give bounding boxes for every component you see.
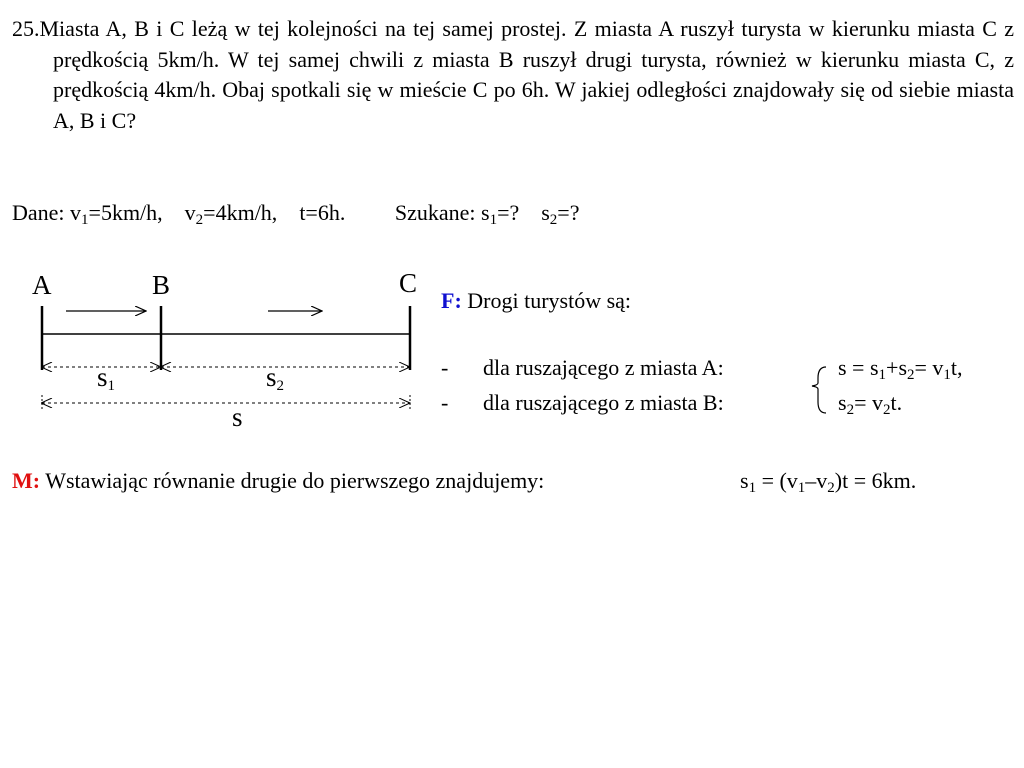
equation-brace (812, 367, 826, 413)
sought-s2: $s_2=$? (541, 200, 580, 228)
item-dash-b: - (441, 390, 449, 415)
problem-text: Miasta A, B i C leżą w tej kolejności na tej samej prostej. Z miasta A ruszył turysta w kierunku miasta C z prędkością 5km/h. W tej samej chwili z miasta B ruszył drugi turysta, również w kierunku miasta C, z prędkością 4km/h. Obaj spotkali się w mieście C po 6h. W jakiej odległości znajdowały się od siebie miasta A, B i C? (39, 16, 1014, 133)
math-text: Wstawiając równanie drugie do pierwszego znajdujemy: (40, 468, 545, 493)
sought-s1: $s_1=$? (481, 200, 520, 228)
segment-label-s: s (232, 402, 243, 432)
math-label: M: (12, 468, 41, 493)
given-v1: $v_1=5km/h$, (70, 200, 163, 228)
item-text-b: dla ruszającego z miasta B: (483, 390, 724, 415)
given-t: t=6h. (299, 200, 346, 225)
equation-a: $s = s_1+s_2= v_1t$, (838, 355, 963, 383)
dane-label: Dane: (12, 200, 71, 225)
item-dash-a: - (441, 355, 449, 380)
physics-heading (441, 288, 631, 314)
szukane-label: Szukane: (394, 200, 481, 225)
physics-intro: Drogi turystów są: (461, 288, 632, 313)
item-text-a: dla ruszającego z miasta A: (483, 355, 724, 380)
given-v2: $v_2=4km/h$, (184, 200, 278, 228)
segment-label-s2: $s_2$ (266, 362, 285, 394)
city-label-a: A (32, 270, 52, 300)
city-label-b: B (152, 270, 171, 300)
physics-label: F: (441, 288, 462, 313)
city-label-c: C (399, 268, 418, 298)
math-result-equation: $s_1 = (v_1-v_2)t = 6km$. (740, 468, 917, 496)
segment-label-s1: $s_1$ (97, 362, 116, 394)
equation-b: $s_2= v_2t$. (838, 390, 903, 418)
math-statement (12, 468, 544, 494)
problem-number: 25. (12, 16, 40, 41)
